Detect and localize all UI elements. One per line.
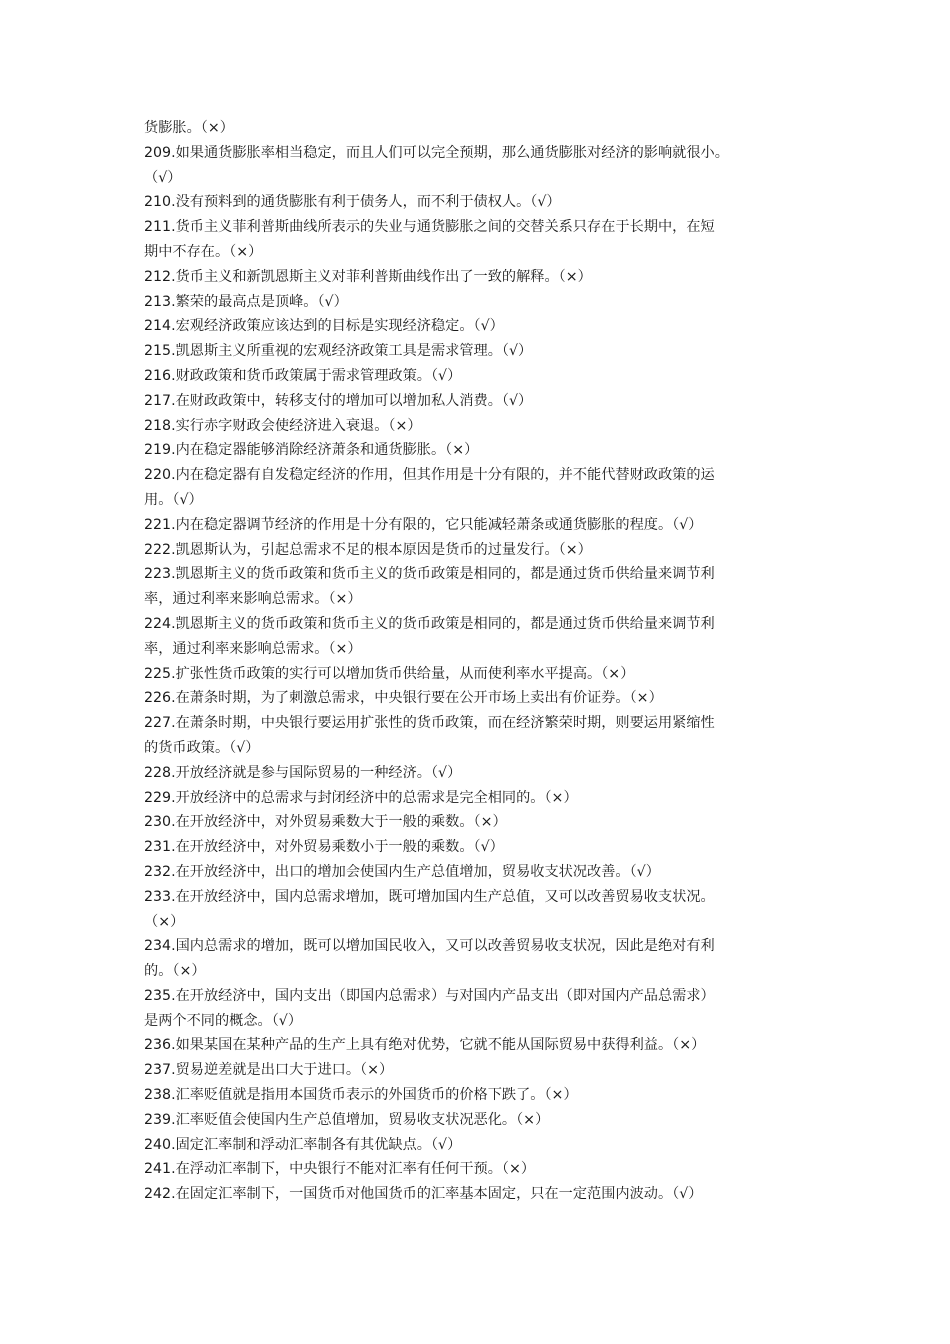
text-line: （√） <box>144 169 182 186</box>
text-line: 209.如果通货膨胀率相当稳定，而且人们可以完全预期，那么通货膨胀对经济的影响就很小。 <box>144 144 729 161</box>
text-line: 237.贸易逆差就是出口大于进口。（×） <box>144 1062 394 1079</box>
text-line: 220.内在稳定器有自发稳定经济的作用，但其作用是十分有限的，并不能代替财政政策的运 <box>144 467 715 484</box>
text-line: 240.固定汇率制和浮动汇率制各有其优缺点。（√） <box>144 1136 462 1153</box>
text-line: 230.在开放经济中，对外贸易乘数大于一般的乘数。（×） <box>144 814 507 831</box>
text-line: 218.实行赤字财政会使经济进入衰退。（×） <box>144 417 422 434</box>
text-line: 211.货币主义菲利普斯曲线所表示的失业与通货膨胀之间的交替关系只存在于长期中，在短 <box>144 219 715 236</box>
text-line: 219.内在稳定器能够消除经济萧条和通货膨胀。（×） <box>144 442 479 459</box>
text-line: 228.开放经济就是参与国际贸易的一种经济。（√） <box>144 764 462 781</box>
text-line: 212.货币主义和新凯恩斯主义对菲利普斯曲线作出了一致的解释。（×） <box>144 268 592 285</box>
text-line: 率，通过利率来影响总需求。（×） <box>144 640 362 657</box>
text-line: 226.在萧条时期，为了刺激总需求，中央银行要在公开市场上卖出有价证券。（×） <box>144 690 663 707</box>
text-line: 214.宏观经济政策应该达到的目标是实现经济稳定。（√） <box>144 318 504 335</box>
text-line: 的。（×） <box>144 963 206 980</box>
text-line: 率，通过利率来影响总需求。（×） <box>144 591 362 608</box>
text-line: 222.凯恩斯认为，引起总需求不足的根本原因是货币的过量发行。（×） <box>144 541 592 558</box>
text-line: 是两个不同的概念。（√） <box>144 1012 303 1029</box>
text-line: 221.内在稳定器调节经济的作用是十分有限的，它只能减轻萧条或通货膨胀的程度。（√） <box>144 516 703 533</box>
text-line: 241.在浮动汇率制下，中央银行不能对汇率有任何干预。（×） <box>144 1161 536 1178</box>
text-line: 229.开放经济中的总需求与封闭经济中的总需求是完全相同的。（×） <box>144 789 578 806</box>
text-line: 215.凯恩斯主义所重视的宏观经济政策工具是需求管理。（√） <box>144 343 533 360</box>
text-line: 217.在财政政策中，转移支付的增加可以增加私人消费。（√） <box>144 392 533 409</box>
text-line: 用。（√） <box>144 491 203 508</box>
text-line: 225.扩张性货币政策的实行可以增加货币供给量，从而使利率水平提高。（×） <box>144 665 635 682</box>
text-line: 223.凯恩斯主义的货币政策和货币主义的货币政策是相同的，都是通过货币供给量来调节利 <box>144 566 715 583</box>
document-body <box>144 116 812 1207</box>
text-line: 235.在开放经济中，国内支出（即国内总需求）与对国内产品支出（即对国内产品总需求） <box>144 987 715 1004</box>
text-line: 231.在开放经济中，对外贸易乘数小于一般的乘数。（√） <box>144 839 504 856</box>
text-line: 232.在开放经济中，出口的增加会使国内生产总值增加，贸易收支状况改善。（√） <box>144 863 660 880</box>
text-line: 236.如果某国在某种产品的生产上具有绝对优势，它就不能从国际贸易中获得利益。（×） <box>144 1037 706 1054</box>
text-line: 239.汇率贬值会使国内生产总值增加，贸易收支状况恶化。（×） <box>144 1111 550 1128</box>
text-line: 213.繁荣的最高点是顶峰。（√） <box>144 293 348 310</box>
text-line: 224.凯恩斯主义的货币政策和货币主义的货币政策是相同的，都是通过货币供给量来调节利 <box>144 615 715 632</box>
text-line: 216.财政政策和货币政策属于需求管理政策。（√） <box>144 367 462 384</box>
text-line: 货膨胀。（×） <box>144 120 234 136</box>
text-line: 期中不存在。（×） <box>144 243 263 260</box>
text-line: 227.在萧条时期，中央银行要运用扩张性的货币政策，而在经济繁荣时期，则要运用紧缩性 <box>144 715 715 732</box>
text-line: 234.国内总需求的增加，既可以增加国民收入，又可以改善贸易收支状况，因此是绝对有利 <box>144 938 715 955</box>
text-line: （×） <box>144 913 185 930</box>
text-line: 233.在开放经济中，国内总需求增加，既可增加国内生产总值，又可以改善贸易收支状况。 <box>144 888 715 905</box>
text-line: 242.在固定汇率制下，一国货币对他国货币的汇率基本固定，只在一定范围内波动。（√） <box>144 1186 703 1203</box>
text-line: 的货币政策。（√） <box>144 739 260 756</box>
text-line: 210.没有预料到的通货膨胀有利于债务人，而不利于债权人。（√） <box>144 194 561 211</box>
text-line: 238.汇率贬值就是指用本国货币表示的外国货币的价格下跌了。（×） <box>144 1087 578 1104</box>
